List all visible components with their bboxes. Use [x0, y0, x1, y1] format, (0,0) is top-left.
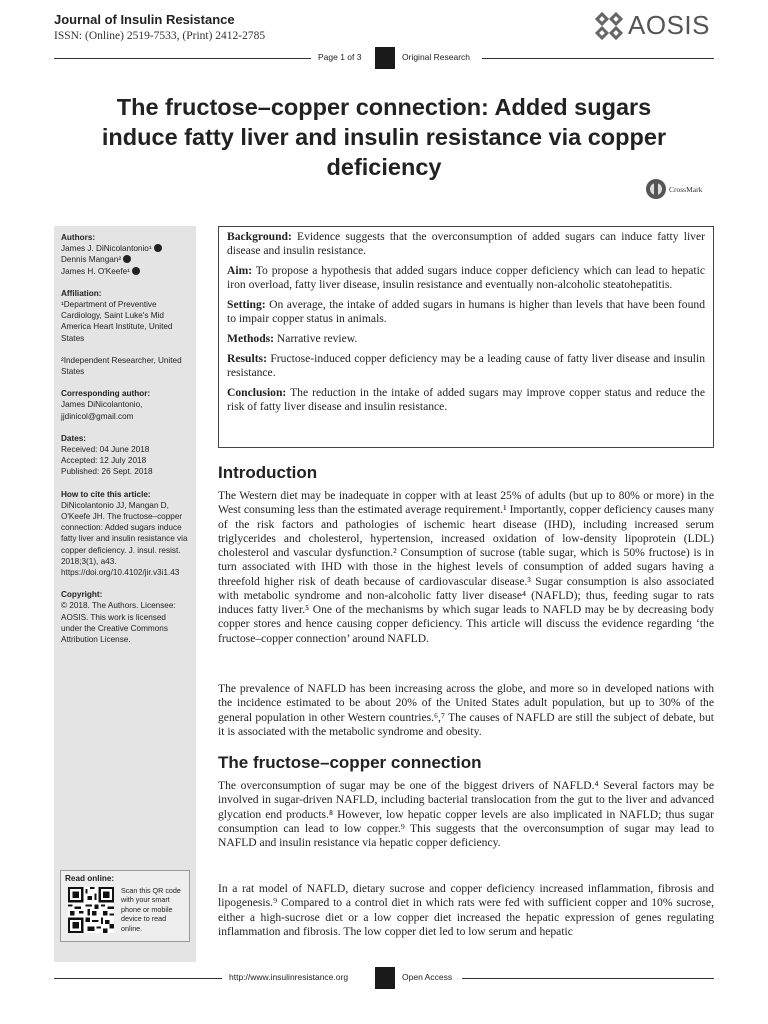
abstract-aim: Aim: To propose a hypothesis that added sugars induce copper deficiency which can lead to hepatic iron overload, fatty liver disease, insulin resistance and eventually non-alcoholic steatohepatitis. [227, 264, 705, 291]
cite-label: How to cite this article: [61, 489, 151, 499]
corresponding-label: Corresponding author: [61, 389, 151, 399]
dates-label: Dates: [61, 433, 87, 443]
abstract-methods: Methods: Narrative review. [227, 332, 358, 345]
footer-url[interactable]: http://www.insulinresistance.org [229, 972, 349, 982]
header-rule-left [54, 58, 311, 59]
authors-label: Authors: [61, 233, 96, 242]
article-type: Original Research [402, 52, 471, 62]
author-item: Dennis Mangan² [61, 254, 189, 265]
header-block [375, 47, 395, 69]
aosis-logo-icon [594, 11, 624, 41]
orcid-icon[interactable] [132, 267, 140, 275]
read-online-label: Read online: [65, 874, 115, 883]
crossmark-icon [645, 178, 667, 200]
body-paragraph: In a rat model of NAFLD, dietary sucrose and copper deficiency increased inflammation, fibrosis and lipogenesis.⁹ Compared to a control diet in which rats were fed with sufficient copper and 10% sucrose, either a high-sucrose diet or a low copper diet increased the hepatic expression of genes regulating inflammation and fibrosis. The low copper diet led to low serum and hepatic [218, 882, 714, 938]
affiliation-item: ²Independent Researcher, United States [61, 355, 182, 377]
abstract-setting: Setting: On average, the intake of added sugars in humans is higher than levels that have been found to impair copper status in animals. [227, 298, 705, 325]
body-paragraph: The Western diet may be inadequate in copper with at least 25% of adults (but up to 80% or more) in the West consuming less than the estimated average requirement.¹ Importantly, copper deficiency causes many of the risk factors and pathologies of ischemic heart disease (IHD), including increased serum triglycerides and cholesterol, hypertension, increased oxidation of low-density lipoprotein (LDL) cholesterol and vascular dysfunction.² Consumption of sucrose (table sugar, which is 50% fructose) is in turn associated with IHD with those in the highest levels of consumption of added sugars having a threefold higher risk of death because of cardiovascular disease.³ Sugar consumption is also associated with metabolic syndrome and non-alcoholic fatty liver disease⁴ (NAFLD); thus, feeding sugar to rats induces fatty liver.⁵ One of the mechanisms by which sugar leads to NAFLD may be by decreasing body copper stores and hence causing copper deficiency. This article will discuss the evidence regarding ‘the fructose–copper connection’ around NAFLD. [218, 489, 714, 645]
body-paragraph: The overconsumption of sugar may be one of the biggest drivers of NAFLD.⁴ Several factors may be involved in sugar-driven NAFLD, including bacterial translocation from the gut to the liver and advanced glycation end products.⁸ However, low hepatic copper levels are also implicated in NAFLD; thus sugar consumption can lead to low copper.⁹ This suggests that the overconsumption of sugar may lead to NAFLD and insulin resistance via hepatic copper deficiency. [218, 779, 714, 849]
corresponding-name: James DiNicolantonio, [61, 400, 143, 410]
body-paragraph: The prevalence of NAFLD has been increasing across the globe, and more so in developed nations with the incidence estimated to be about 20% of the United States adult population, but up to 30% of the general population in other Western countries.⁶,⁷ The causes of NAFLD are still the subject of debate, but it is associated with the metabolic syndrome and obesity. [218, 682, 714, 738]
read-online-text: Scan this QR code with your smart phone or mobile device to read online. [121, 886, 181, 933]
publisher-logo [594, 10, 710, 41]
orcid-icon[interactable] [154, 244, 162, 252]
corresponding-email[interactable]: jjdinicol@gmail.com [61, 411, 134, 421]
orcid-icon[interactable] [123, 255, 131, 263]
accepted-date: Accepted: 12 July 2018 [61, 456, 147, 466]
abstract-results: Results: Fructose-induced copper deficiency may be a leading cause of fatty liver disease and insulin resistance. [227, 352, 705, 379]
page-info: Page 1 of 3 [318, 52, 362, 62]
section-heading-introduction: Introduction [218, 463, 318, 482]
received-date: Received: 04 June 2018 [61, 445, 150, 455]
author-item: James J. DiNicolantonio¹ [61, 243, 189, 254]
footer-rule-left [54, 978, 222, 979]
article-sidebar [54, 226, 196, 962]
footer-block [375, 967, 395, 989]
author-item: James H. O'Keefe¹ [61, 266, 189, 277]
header-rule-right [482, 58, 714, 59]
publisher-name: AOSIS [628, 10, 710, 40]
journal-title: Journal of Insulin Resistance [54, 12, 235, 27]
copyright-label: Copyright: [61, 590, 103, 600]
footer-rule-right [462, 978, 714, 979]
qr-code-icon[interactable] [68, 887, 114, 933]
abstract-conclusion: Conclusion: The reduction in the intake of added sugars may improve copper status and reduce the risk of fatty liver disease and insulin resistance. [227, 386, 705, 413]
footer-access: Open Access [402, 972, 453, 982]
crossmark-label: CrossMark [669, 184, 703, 194]
affiliation-item: ¹Department of Preventive Cardiology, Saint Luke's Mid America Heart Institute, United States [61, 300, 173, 343]
abstract-box [218, 226, 714, 448]
section-heading-fructose-copper: The fructose–copper connection [218, 753, 482, 772]
copyright-text: © 2018. The Authors. Licensee: AOSIS. This work is licensed under the Creative Commons Attribution License. [61, 601, 176, 645]
affiliation-label: Affiliation: [61, 288, 102, 298]
paper-title: The fructose–copper connection: Added sugars induce fatty liver and insulin resistance via copper deficiency [101, 94, 667, 180]
cite-text: DiNicolantonio JJ, Mangan D, O'Keefe JH. The fructose–copper connection: Added sugars induce fatty liver and insulin resistance via copper deficiency. J. insul. resist. 2018;3(1), a43. https://doi.org/10.4102/jir.v3i1.43 [61, 500, 188, 578]
issn: ISSN: (Online) 2519-7533, (Print) 2412-2785 [54, 30, 266, 42]
abstract-background: Background: Evidence suggests that the overconsumption of added sugars can induce fatty liver disease and insulin resistance. [227, 230, 705, 257]
crossmark-badge[interactable] [645, 178, 702, 200]
published-date: Published: 26 Sept. 2018 [61, 467, 153, 477]
read-online-box [60, 870, 190, 942]
